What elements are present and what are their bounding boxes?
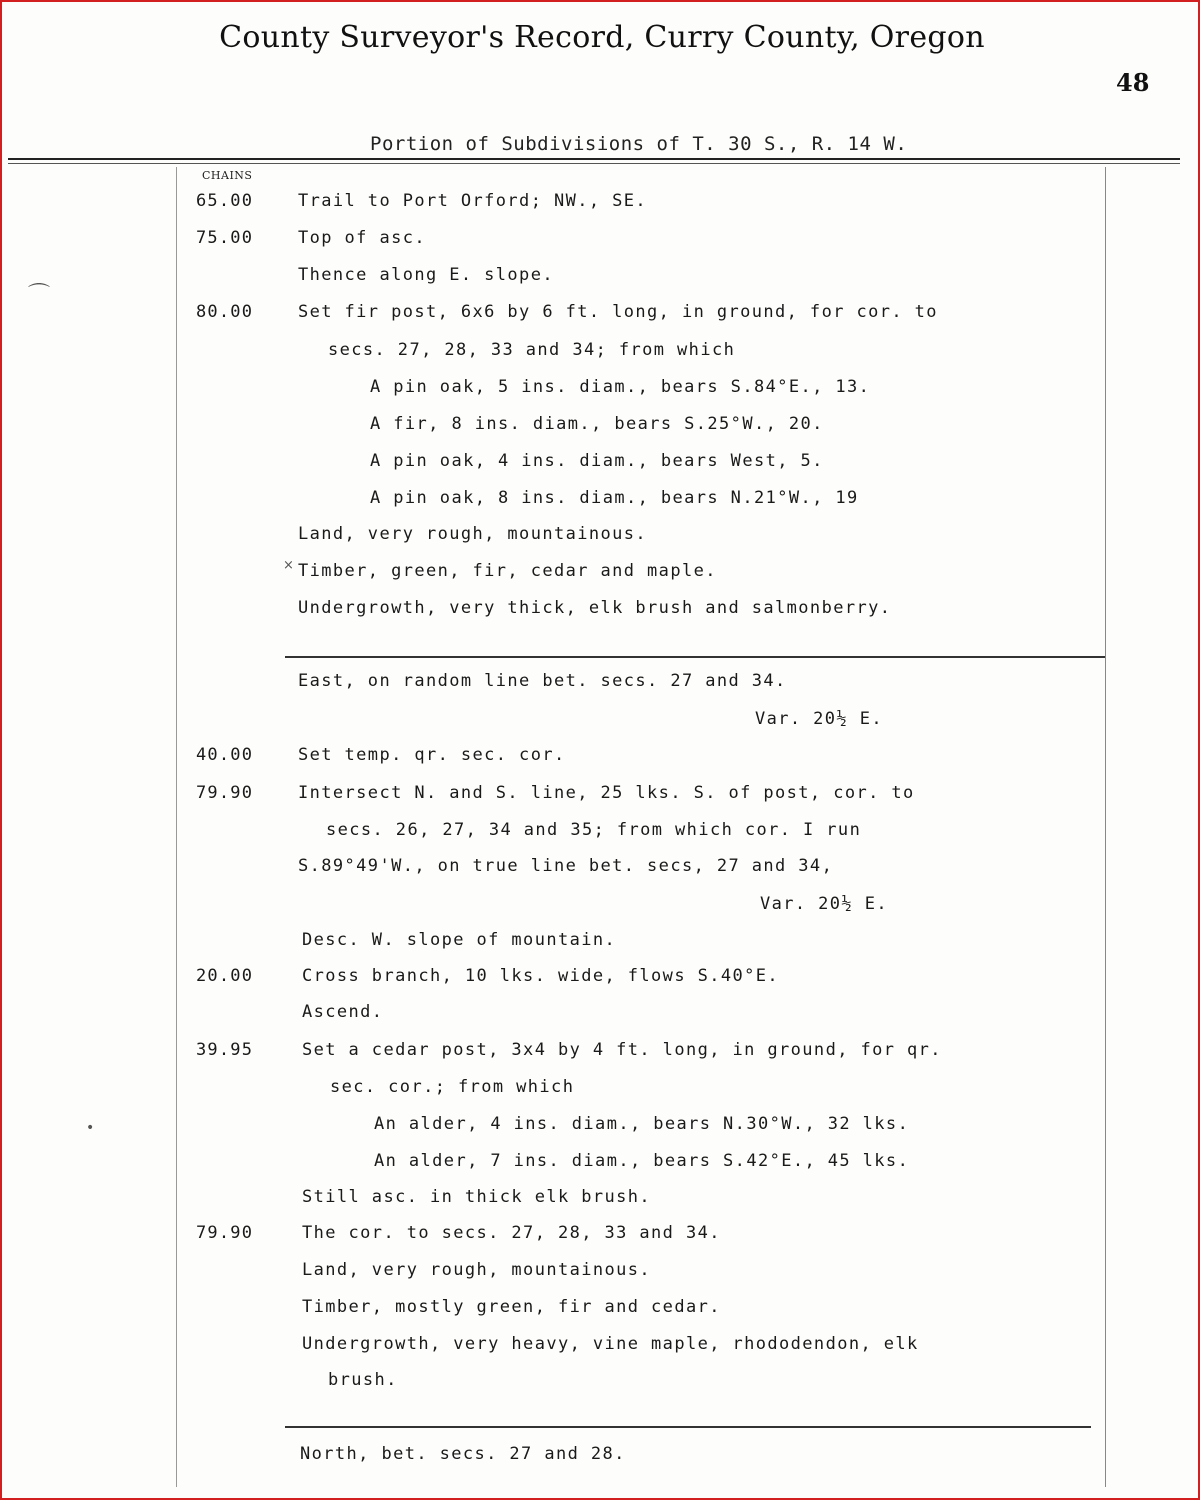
chain-value: 65.00 [196,191,254,211]
margin-scan-mark-icon: • [86,1120,95,1136]
entry-line: brush. [328,1370,398,1390]
entry-line: A pin oak, 8 ins. diam., bears N.21°W., 19 [370,488,859,508]
entry-line: The cor. to secs. 27, 28, 33 and 34. [302,1223,721,1243]
section-divider [285,1426,1091,1428]
entry-line: A pin oak, 4 ins. diam., bears West, 5. [370,451,824,471]
chain-value: 80.00 [196,302,254,322]
entry-line: Set a cedar post, 3x4 by 4 ft. long, in ground, for qr. [302,1040,942,1060]
page-title: County Surveyor's Record, Curry County, Oregon [219,20,985,55]
section-divider [285,656,1105,658]
entry-line: Var. 20½ E. [755,709,883,729]
entry-line: Undergrowth, very thick, elk brush and salmonberry. [298,598,892,618]
entry-line: A pin oak, 5 ins. diam., bears S.84°E., 13. [370,377,871,397]
margin-scan-mark-icon: ⌒ [28,283,51,308]
entry-line: Cross branch, 10 lks. wide, flows S.40°E. [302,966,780,986]
chain-value: 40.00 [196,745,254,765]
entry-line: Set temp. qr. sec. cor. [298,745,566,765]
entry-line: Desc. W. slope of mountain. [302,930,617,950]
entry-line: secs. 26, 27, 34 and 35; from which cor. I run [326,820,862,840]
chain-value: 79.90 [196,1223,254,1243]
chain-value: 20.00 [196,966,254,986]
entry-line: S.89°49'W., on true line bet. secs, 27 and 34, [298,856,834,876]
entry-line: North, bet. secs. 27 and 28. [300,1444,626,1464]
entry-line: An alder, 7 ins. diam., bears S.42°E., 45 lks. [374,1151,910,1171]
entry-line: East, on random line bet. secs. 27 and 34. [298,671,787,691]
entry-line: secs. 27, 28, 33 and 34; from which [328,340,736,360]
entry-line: Thence along E. slope. [298,265,554,285]
page-number: 48 [1116,68,1150,97]
chains-column-header: CHAINS [202,169,253,182]
entry-line: Trail to Port Orford; NW., SE. [298,191,648,211]
entry-line: Intersect N. and S. line, 25 lks. S. of post, cor. to [298,783,915,803]
chain-value: 39.95 [196,1040,254,1060]
entry-line: Top of asc. [298,228,426,248]
entry-line: Var. 20½ E. [760,894,888,914]
entry-line: Timber, mostly green, fir and cedar. [302,1297,721,1317]
entry-line: Ascend. [302,1002,384,1022]
entry-line: A fir, 8 ins. diam., bears S.25°W., 20. [370,414,824,434]
chain-value: 79.90 [196,783,254,803]
cross-mark-icon: × [283,558,294,573]
margin-line-left [176,167,177,1487]
entry-line: Undergrowth, very heavy, vine maple, rhododendon, elk [302,1334,919,1354]
header-rule-secondary [8,163,1180,164]
entry-line: Still asc. in thick elk brush. [302,1187,652,1207]
entry-line: sec. cor.; from which [330,1077,575,1097]
entry-line: Land, very rough, mountainous. [298,524,648,544]
entry-line: Timber, green, fir, cedar and maple. [298,561,717,581]
header-rule [8,158,1180,160]
chain-value: 75.00 [196,228,254,248]
margin-line-right [1105,167,1106,1487]
entry-line: An alder, 4 ins. diam., bears N.30°W., 32 lks. [374,1114,910,1134]
page-subtitle: Portion of Subdivisions of T. 30 S., R. 14 W. [370,133,908,155]
entry-line: Set fir post, 6x6 by 6 ft. long, in ground, for cor. to [298,302,938,322]
entry-line: Land, very rough, mountainous. [302,1260,652,1280]
